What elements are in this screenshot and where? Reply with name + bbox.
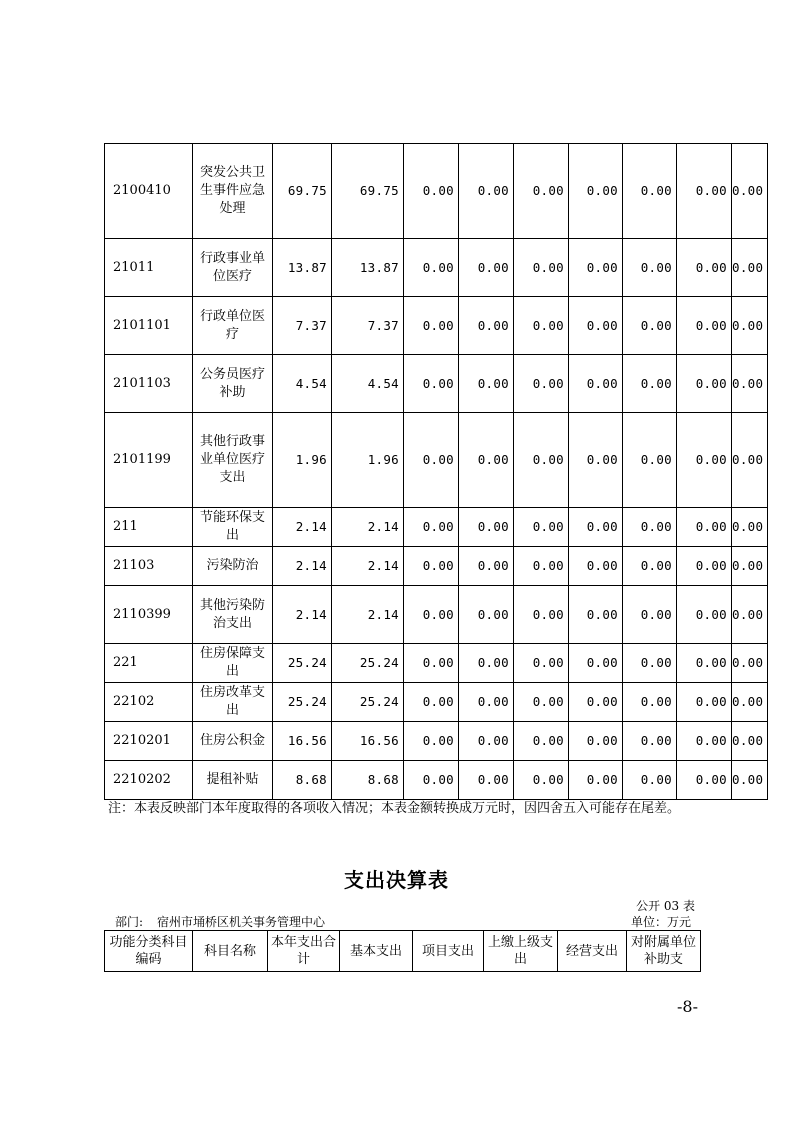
amount-cell: 0.00: [732, 547, 768, 586]
amount-cell: 2.14: [273, 508, 332, 547]
code-cell: 2210201: [105, 722, 193, 761]
header-cell: 经营支出: [558, 931, 627, 972]
amount-cell: 0.00: [514, 297, 569, 355]
amount-cell: 0.00: [677, 761, 732, 800]
amount-cell: 0.00: [459, 644, 514, 683]
amount-cell: 0.00: [677, 683, 732, 722]
header-cell: 功能分类科目编码: [105, 931, 193, 972]
table-row: [105, 722, 768, 761]
table-row: [105, 547, 768, 586]
code-cell: 2101199: [105, 413, 193, 508]
amount-cell: 7.37: [332, 297, 404, 355]
amount-cell: 0.00: [459, 413, 514, 508]
amount-cell: 0.00: [569, 547, 623, 586]
code-cell: 2101103: [105, 355, 193, 413]
amount-cell: 0.00: [623, 761, 677, 800]
amount-cell: 25.24: [332, 683, 404, 722]
page-number: -8-: [677, 997, 698, 1016]
amount-cell: 25.24: [273, 644, 332, 683]
amount-cell: 0.00: [569, 722, 623, 761]
amount-cell: 0.00: [732, 508, 768, 547]
subject-name-cell: 突发公共卫生事件应急处理: [193, 144, 273, 239]
amount-cell: 0.00: [623, 413, 677, 508]
code-cell: 22102: [105, 683, 193, 722]
subject-name-cell: 污染防治: [193, 547, 273, 586]
amount-cell: 0.00: [404, 722, 459, 761]
amount-cell: 0.00: [514, 761, 569, 800]
subject-name-cell: 住房保障支出: [193, 644, 273, 683]
header-cell: 项目支出: [413, 931, 484, 972]
amount-cell: 69.75: [332, 144, 404, 239]
amount-cell: 0.00: [677, 239, 732, 297]
amount-cell: 0.00: [459, 239, 514, 297]
amount-cell: 0.00: [569, 144, 623, 239]
amount-cell: 0.00: [404, 297, 459, 355]
amount-cell: 0.00: [623, 586, 677, 644]
header-cell: 科目名称: [193, 931, 268, 972]
header-row: [105, 931, 701, 972]
amount-cell: 0.00: [677, 586, 732, 644]
amount-cell: 0.00: [569, 683, 623, 722]
amount-cell: 0.00: [623, 644, 677, 683]
amount-cell: 0.00: [623, 722, 677, 761]
subject-name-cell: 公务员医疗补助: [193, 355, 273, 413]
amount-cell: 0.00: [623, 547, 677, 586]
amount-cell: 2.14: [273, 547, 332, 586]
amount-cell: 0.00: [623, 239, 677, 297]
amount-cell: 25.24: [273, 683, 332, 722]
department-line: [115, 913, 325, 930]
amount-cell: 16.56: [332, 722, 404, 761]
code-cell: 221: [105, 644, 193, 683]
amount-cell: 8.68: [332, 761, 404, 800]
code-cell: 211: [105, 508, 193, 547]
table-row: [105, 144, 768, 239]
amount-cell: 2.14: [332, 586, 404, 644]
code-cell: 21103: [105, 547, 193, 586]
amount-cell: 0.00: [569, 761, 623, 800]
amount-cell: 0.00: [514, 722, 569, 761]
amount-cell: 0.00: [732, 297, 768, 355]
subject-name-cell: 行政单位医疗: [193, 297, 273, 355]
amount-cell: 0.00: [514, 355, 569, 413]
table-row: [105, 413, 768, 508]
subject-name-cell: 其他行政事业单位医疗支出: [193, 413, 273, 508]
amount-cell: 0.00: [514, 508, 569, 547]
amount-cell: 0.00: [404, 644, 459, 683]
header-cell: 基本支出: [340, 931, 413, 972]
table-footnote: 注：本表反映部门本年度取得的各项收入情况；本表金额转换成万元时，因四舍五入可能存在尾差。: [108, 801, 681, 816]
amount-cell: 0.00: [459, 508, 514, 547]
amount-cell: 1.96: [332, 413, 404, 508]
amount-cell: 0.00: [459, 722, 514, 761]
amount-cell: 0.00: [459, 586, 514, 644]
amount-cell: 0.00: [404, 761, 459, 800]
expenditure-table-header: [104, 930, 701, 972]
amount-cell: 0.00: [732, 239, 768, 297]
amount-cell: 0.00: [404, 683, 459, 722]
amount-cell: 0.00: [677, 644, 732, 683]
amount-cell: 0.00: [459, 355, 514, 413]
amount-cell: 0.00: [677, 297, 732, 355]
amount-cell: 0.00: [623, 355, 677, 413]
amount-cell: 8.68: [273, 761, 332, 800]
amount-cell: 0.00: [732, 586, 768, 644]
amount-cell: 4.54: [273, 355, 332, 413]
income-table-continued: [104, 143, 768, 800]
amount-cell: 0.00: [514, 683, 569, 722]
amount-cell: 0.00: [677, 722, 732, 761]
amount-cell: 0.00: [514, 586, 569, 644]
amount-cell: 0.00: [569, 297, 623, 355]
amount-cell: 0.00: [677, 413, 732, 508]
amount-cell: 0.00: [404, 413, 459, 508]
amount-cell: 0.00: [623, 683, 677, 722]
amount-cell: 0.00: [569, 413, 623, 508]
amount-cell: 1.96: [273, 413, 332, 508]
expenditure-table-title: 支出决算表: [344, 868, 449, 892]
amount-cell: 0.00: [459, 297, 514, 355]
amount-cell: 0.00: [514, 413, 569, 508]
department-name: 宿州市埇桥区机关事务管理中心: [157, 915, 326, 929]
amount-cell: 69.75: [273, 144, 332, 239]
amount-cell: 0.00: [514, 144, 569, 239]
amount-cell: 0.00: [569, 586, 623, 644]
amount-cell: 0.00: [623, 144, 677, 239]
amount-cell: 0.00: [404, 355, 459, 413]
header-cell: 上缴上级支出: [484, 931, 558, 972]
amount-cell: 0.00: [459, 761, 514, 800]
amount-cell: 0.00: [569, 355, 623, 413]
amount-cell: 0.00: [623, 297, 677, 355]
subject-name-cell: 节能环保支出: [193, 508, 273, 547]
amount-cell: 0.00: [732, 644, 768, 683]
amount-cell: 2.14: [273, 586, 332, 644]
amount-cell: 4.54: [332, 355, 404, 413]
table-row: [105, 508, 768, 547]
amount-cell: 0.00: [732, 355, 768, 413]
department-label: 部门:: [115, 915, 144, 929]
amount-cell: 0.00: [404, 547, 459, 586]
amount-cell: 0.00: [459, 144, 514, 239]
amount-cell: 7.37: [273, 297, 332, 355]
amount-cell: 0.00: [732, 683, 768, 722]
table-row: [105, 297, 768, 355]
amount-cell: 0.00: [404, 586, 459, 644]
amount-cell: 0.00: [677, 144, 732, 239]
unit-label: 单位：万元: [630, 915, 691, 929]
amount-cell: 0.00: [514, 239, 569, 297]
subject-name-cell: 提租补贴: [193, 761, 273, 800]
amount-cell: 16.56: [273, 722, 332, 761]
table-row: [105, 644, 768, 683]
amount-cell: 0.00: [677, 508, 732, 547]
code-cell: 2101101: [105, 297, 193, 355]
amount-cell: 0.00: [569, 644, 623, 683]
amount-cell: 0.00: [732, 722, 768, 761]
amount-cell: 0.00: [732, 413, 768, 508]
subject-name-cell: 其他污染防治支出: [193, 586, 273, 644]
table-row: [105, 761, 768, 800]
amount-cell: 2.14: [332, 547, 404, 586]
amount-cell: 0.00: [569, 508, 623, 547]
table-number: 公开 03 表: [636, 899, 695, 913]
amount-cell: 2.14: [332, 508, 404, 547]
amount-cell: 0.00: [732, 144, 768, 239]
amount-cell: 0.00: [404, 239, 459, 297]
header-cell: 对附属单位补助支: [627, 931, 701, 972]
amount-cell: 13.87: [273, 239, 332, 297]
code-cell: 2100410: [105, 144, 193, 239]
amount-cell: 0.00: [677, 547, 732, 586]
table-row: [105, 239, 768, 297]
subject-name-cell: 行政事业单位医疗: [193, 239, 273, 297]
amount-cell: 0.00: [514, 644, 569, 683]
code-cell: 2110399: [105, 586, 193, 644]
code-cell: 21011: [105, 239, 193, 297]
amount-cell: 0.00: [569, 239, 623, 297]
amount-cell: 25.24: [332, 644, 404, 683]
subject-name-cell: 住房公积金: [193, 722, 273, 761]
table-row: [105, 683, 768, 722]
code-cell: 2210202: [105, 761, 193, 800]
amount-cell: 0.00: [459, 683, 514, 722]
amount-cell: 0.00: [514, 547, 569, 586]
subject-name-cell: 住房改革支出: [193, 683, 273, 722]
amount-cell: 13.87: [332, 239, 404, 297]
amount-cell: 0.00: [623, 508, 677, 547]
amount-cell: 0.00: [732, 761, 768, 800]
amount-cell: 0.00: [404, 144, 459, 239]
amount-cell: 0.00: [404, 508, 459, 547]
amount-cell: 0.00: [677, 355, 732, 413]
amount-cell: 0.00: [459, 547, 514, 586]
table-row: [105, 355, 768, 413]
header-cell: 本年支出合计: [268, 931, 340, 972]
table-row: [105, 586, 768, 644]
